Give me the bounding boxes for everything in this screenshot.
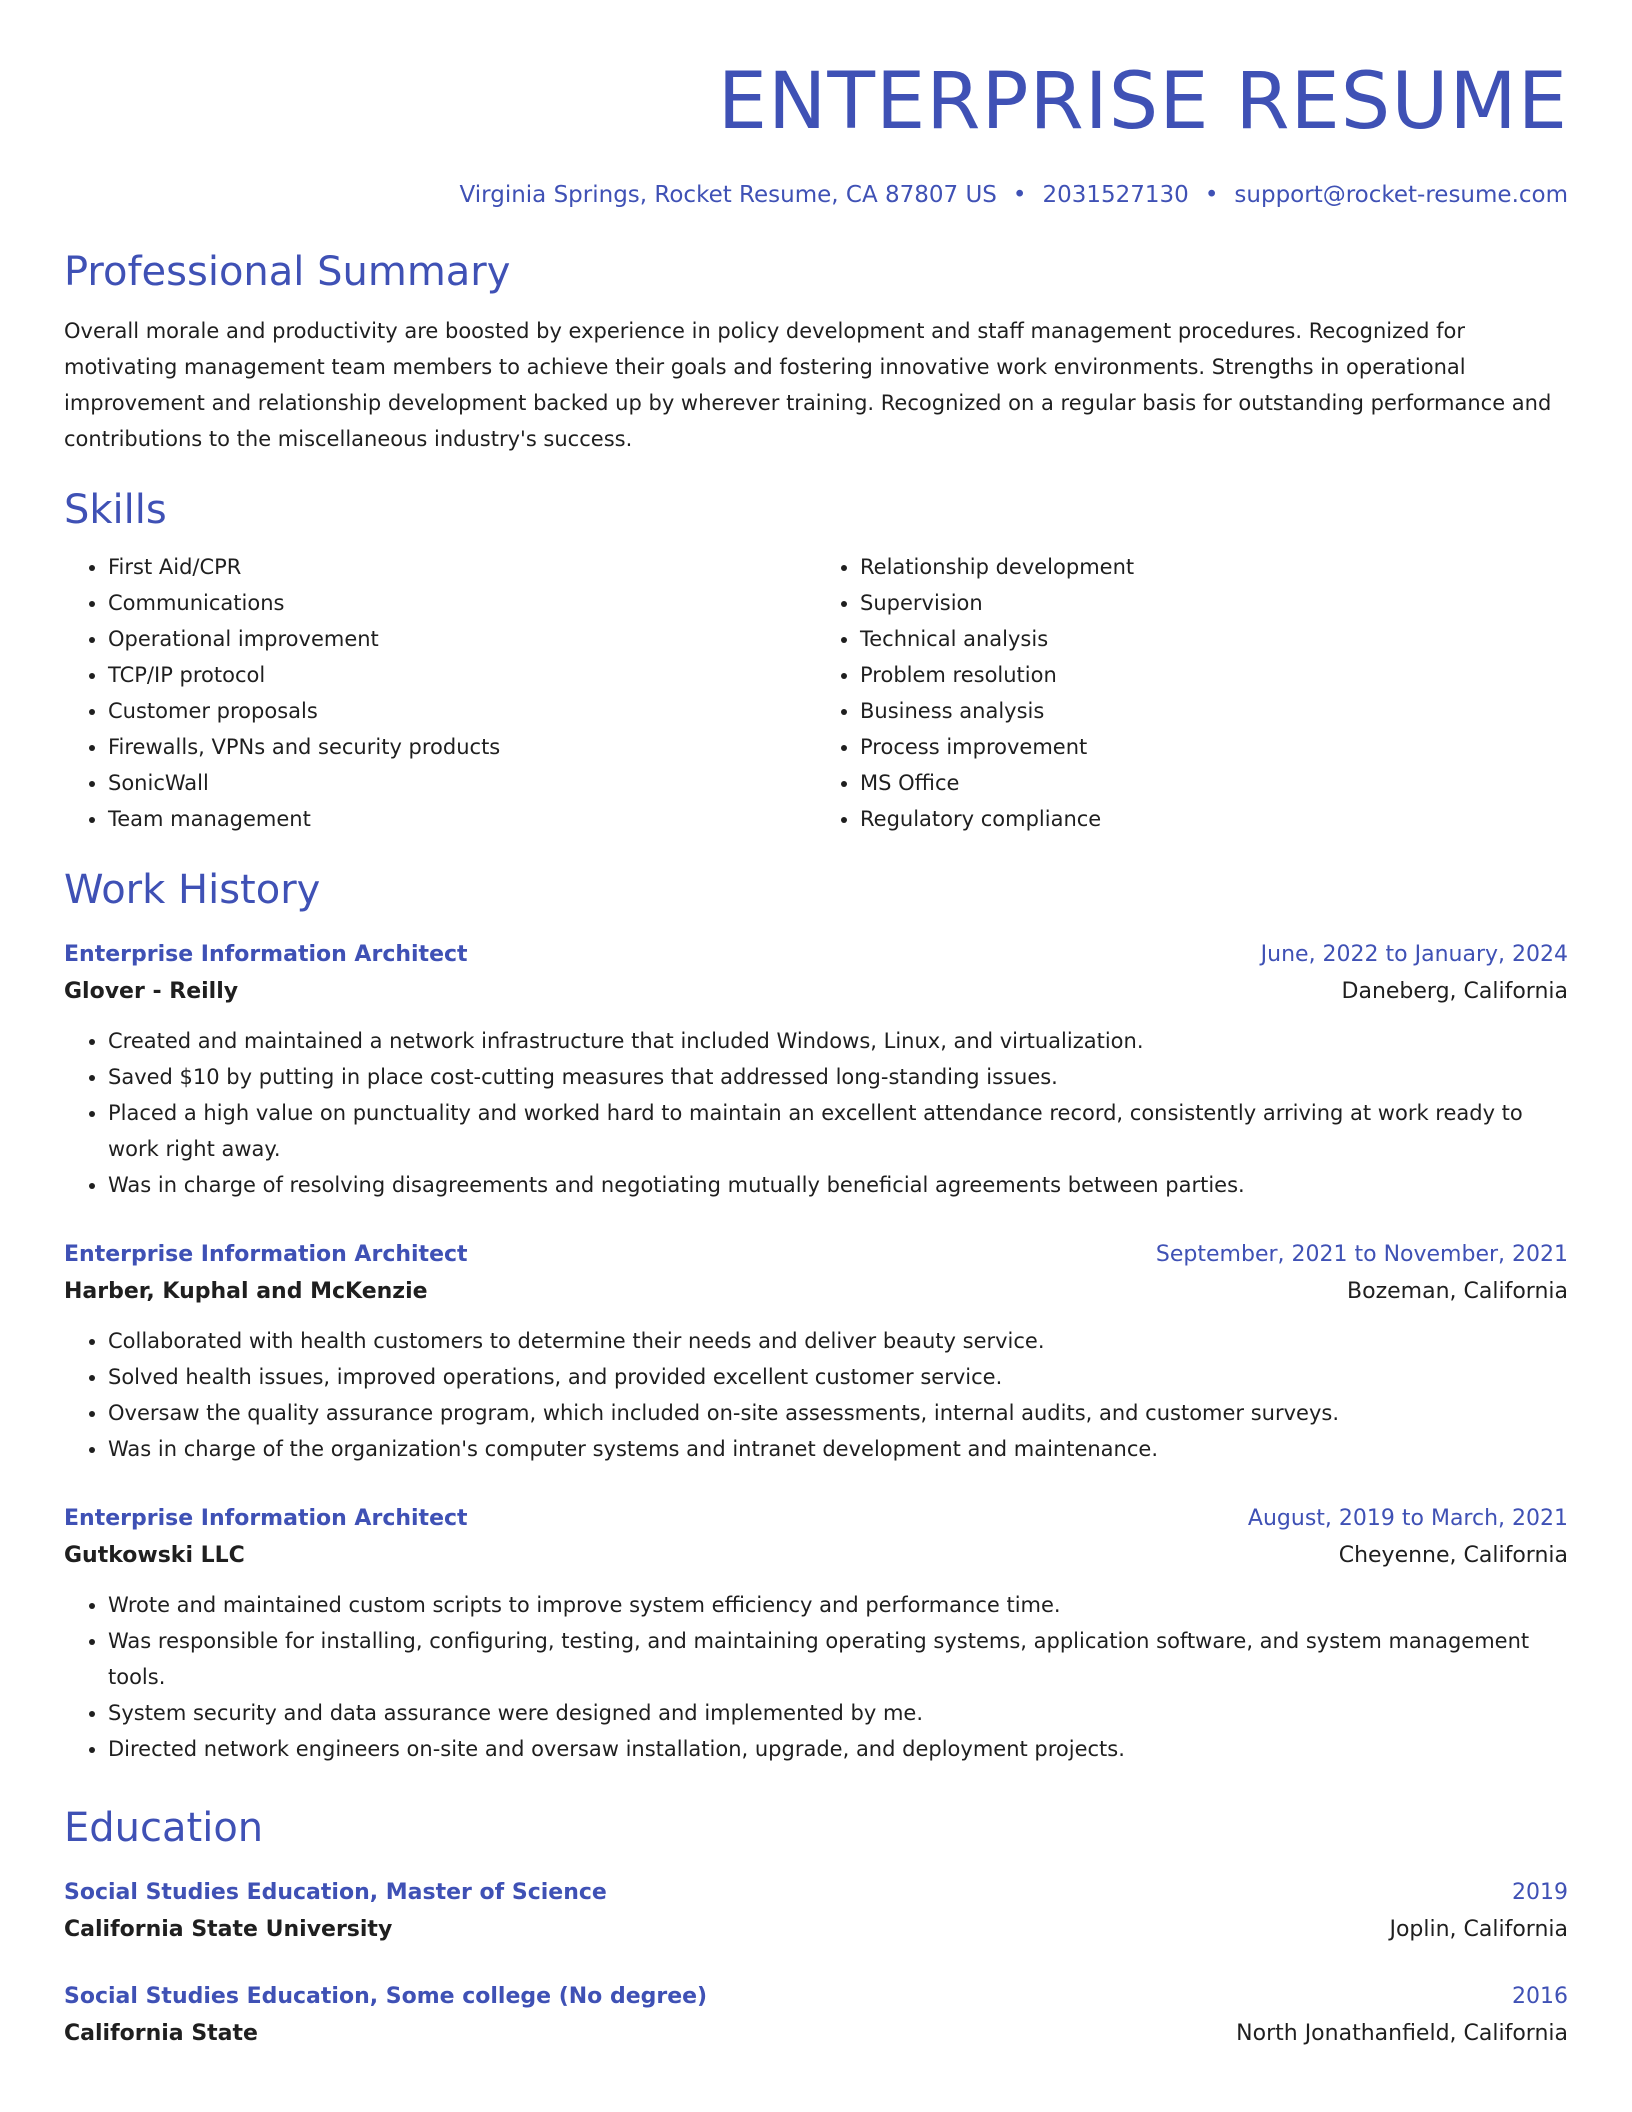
contact-separator: • [1204,182,1219,208]
job-bullet: • Was in charge of resolving disagreements and negotiating mutually beneficial agreements between parties. [108,1167,1568,1203]
skills-heading: Skills [64,487,167,533]
job-dates: August, 2019 to March, 2021 [1247,1506,1568,1531]
job-bullets [64,1587,1568,1767]
education-section [64,1803,1568,2053]
job-company-row [64,1273,1568,1311]
job-bullet: • Placed a high value on punctuality and worked hard to maintain an excellent attendance record, consistently arriving at work ready to work right away. [108,1095,1568,1167]
education-heading: Education [64,1805,264,1851]
skill-item: • MS Office [860,765,1568,801]
job-company-row [64,973,1568,1011]
job-dates: September, 2021 to November, 2021 [1155,1242,1568,1267]
contact-address: Virginia Springs, Rocket Resume, CA 87807 US [459,182,997,208]
skill-item: • Business analysis [860,693,1568,729]
contact-phone: 2031527130 [1042,182,1189,208]
work-history-heading: Work History [64,867,321,913]
job-bullet: • Oversaw the quality assurance program, which included on-site assessments, internal audits, and customer surveys. [108,1395,1568,1431]
job-bullets [64,1023,1568,1203]
job-entry [64,1501,1568,1767]
education-degree: Social Studies Education, Master of Science [64,1880,607,1905]
skills-columns [64,549,1568,837]
resume-header [64,55,1568,211]
job-company: Harber, Kuphal and McKenzie [64,1279,428,1304]
job-company-row [64,1537,1568,1575]
job-title-row [64,1501,1568,1537]
job-entry [64,1237,1568,1467]
skill-item: • TCP/IP protocol [108,657,816,693]
skill-item: • Supervision [860,585,1568,621]
job-bullet: • Was in charge of the organization's computer systems and intranet development and maintenance. [108,1431,1568,1467]
education-school-row [64,2015,1568,2053]
job-title: Enterprise Information Architect [64,942,468,967]
job-bullet: • Saved $10 by putting in place cost-cutting measures that addressed long-standing issues. [108,1059,1568,1095]
job-dates: June, 2022 to January, 2024 [1260,942,1568,967]
job-location: Daneberg, California [1341,979,1568,1004]
education-year: 2016 [1512,1984,1568,2009]
education-school: California State [64,2021,258,2046]
work-history-section [64,865,1568,1767]
skills-list-right [816,549,1568,837]
job-bullet: • System security and data assurance were designed and implemented by me. [108,1695,1568,1731]
job-bullet: • Was responsible for installing, configuring, testing, and maintaining operating systems, application software, and system management tools. [108,1623,1568,1695]
education-degree-row [64,1875,1568,1911]
contact-email[interactable]: support@rocket-resume.com [1234,182,1568,208]
resume-title: ENTERPRISE RESUME [717,57,1568,147]
education-school: California State University [64,1917,393,1942]
skills-section [64,485,1568,837]
contact-separator: • [1012,182,1027,208]
skills-list-left [64,549,816,837]
job-location: Bozeman, California [1347,1279,1568,1304]
job-bullet: • Collaborated with health customers to determine their needs and deliver beauty service. [108,1323,1568,1359]
job-title: Enterprise Information Architect [64,1506,468,1531]
skill-item: • Technical analysis [860,621,1568,657]
skill-item: • Relationship development [860,549,1568,585]
skill-item: • Regulatory compliance [860,801,1568,837]
summary-heading: Professional Summary [64,249,511,295]
job-title-row [64,1237,1568,1273]
education-degree: Social Studies Education, Some college (No degree) [64,1984,708,2009]
job-bullet: • Directed network engineers on-site and oversaw installation, upgrade, and deployment projects. [108,1731,1568,1767]
skill-item: • Team management [108,801,816,837]
job-company: Gutkowski LLC [64,1543,245,1568]
job-bullets [64,1323,1568,1467]
education-location: North Jonathanfield, California [1236,2021,1568,2046]
skill-item: • First Aid/CPR [108,549,816,585]
education-school-row [64,1911,1568,1949]
skill-item: • Communications [108,585,816,621]
education-entry [64,1875,1568,1949]
job-title: Enterprise Information Architect [64,1242,468,1267]
job-bullet: • Wrote and maintained custom scripts to improve system efficiency and performance time. [108,1587,1568,1623]
summary-section [64,247,1568,457]
skill-item: • Process improvement [860,729,1568,765]
job-location: Cheyenne, California [1338,1543,1568,1568]
education-degree-row [64,1979,1568,2015]
skill-item: • Problem resolution [860,657,1568,693]
job-company: Glover - Reilly [64,979,239,1004]
skill-item: • Customer proposals [108,693,816,729]
job-bullet: • Created and maintained a network infrastructure that included Windows, Linux, and virtualization. [108,1023,1568,1059]
summary-text: Overall morale and productivity are boosted by experience in policy development and staff management procedures. Recognized for motivating management team members to achieve their goals and fostering innovative work environments. Strengths in operational improvement and relationship development backed up by wherever training. Recognized on a regular basis for outstanding performance and contributions to the miscellaneous industry's success. [64,319,1552,451]
education-year: 2019 [1512,1880,1568,1905]
contact-line [64,179,1568,211]
job-bullet: • Solved health issues, improved operations, and provided excellent customer service. [108,1359,1568,1395]
skill-item: • SonicWall [108,765,816,801]
job-title-row [64,937,1568,973]
education-location: Joplin, California [1389,1917,1568,1942]
skill-item: • Firewalls, VPNs and security products [108,729,816,765]
job-entry [64,937,1568,1203]
education-entry [64,1979,1568,2053]
skill-item: • Operational improvement [108,621,816,657]
